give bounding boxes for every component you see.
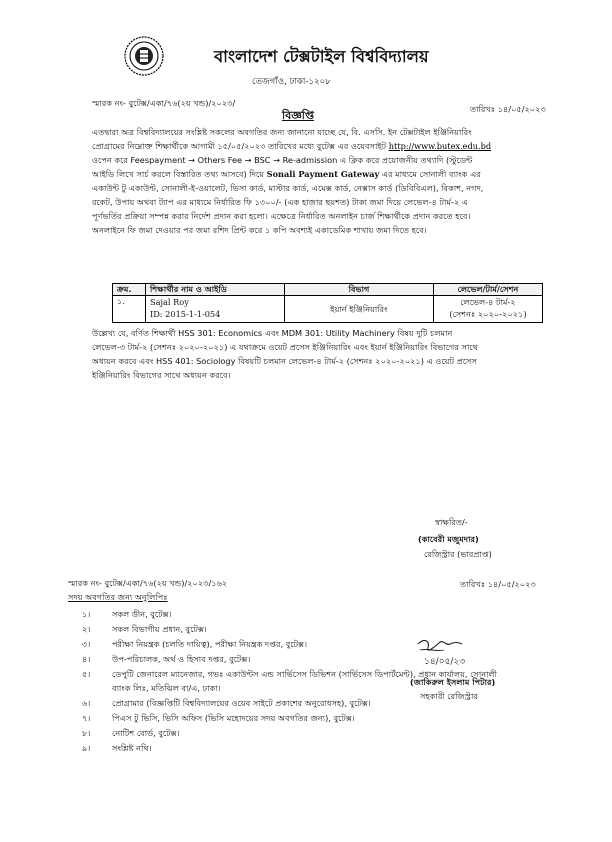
body-line: এতদ্বারা অত্র বিশ্ববিদ্যালয়ের সংশ্লিষ্ট সকলের অবগতির জন্য জানানো যাচ্ছে যে, বি. এসসি. ইন টেক্সটাইল ইঞ্জিনিয়ারিং	[92, 127, 472, 137]
registrar-name: (কাবেরী মজুমদার)	[418, 534, 479, 544]
body-text: আইডি লিখে সার্চ করলে বিস্তারিত তথ্য আসবে) দিয়ে	[92, 169, 265, 179]
distribution-reference: স্মারক নং- বুটেক্স/একা/৭৬(২য় খন্ড)/২০২৩/১৬২	[68, 578, 228, 588]
list-item-number: ৯।	[82, 743, 91, 753]
student-table	[112, 283, 543, 323]
body-line: অধ্যয়ন করবে এবং HSS 401: Sociology বিষয়টি চলমান লেভেল-৪ টার্ম-২ (সেশনঃ ২০২০-২০২১) এ ওয়েট প্রসেস	[92, 356, 477, 366]
signed-label: স্বাক্ষরিত/-	[435, 517, 468, 527]
table-row	[113, 296, 543, 323]
university-address: তেজগাঁও, ঢাকা-১২০৮	[252, 77, 331, 87]
body-line	[92, 141, 491, 154]
cell-department: ইয়ার্ন ইঞ্জিনিয়ারিং	[285, 296, 434, 323]
body-line	[92, 169, 481, 182]
website-link[interactable]: http://www.butex.edu.bd	[388, 141, 492, 151]
col-header-department: বিভাগ	[285, 284, 434, 296]
assistant-registrar-title: সহকারী রেজিস্ট্রার	[420, 691, 478, 701]
list-item-number: ১।	[82, 609, 91, 619]
body-line: অনলাইনে ফি জমা দেওয়ার পর জমা রশিদ প্রিন্ট করে ১ কপি অবশ্যই একাডেমিক শাখায় জমা দিতে হবে।	[92, 225, 427, 235]
col-header-name-id: শিক্ষার্থীর নাম ও আইডি	[146, 284, 285, 296]
list-item: সকল বিভাগীয় প্রধান, বুটেক্স।	[112, 624, 207, 634]
list-item-number: ২।	[82, 624, 91, 634]
body-line: পূর্ণভর্তির প্রক্রিয়া সম্পন্ন করার নির্দেশ প্রদান করা হলো। এক্ষেত্রে নির্ধারিত অনলাইন চার্জ শিক্ষার্থীকে প্রদান করতে হবে।	[92, 211, 471, 221]
cell-serial: ১.	[113, 296, 146, 323]
list-item-number: ৪।	[82, 654, 91, 664]
list-item: ডেপুটি জেনারেল ম্যানেজার, গভঃ একাউন্টস এন্ড সার্ভিসেস ডিভিশন (সার্ভিসেস ডিপার্টমেন্ট), প্রধান কার্যালয়, সোনালী	[112, 669, 497, 679]
registrar-title: রেজিস্ট্রার (ভারপ্রাপ্ত)	[424, 549, 492, 559]
col-header-level-term: লেভেল/টার্ম/সেশন	[434, 284, 543, 296]
handwritten-signature	[410, 636, 470, 672]
payment-gateway-name: Sonali Payment Gateway	[266, 169, 380, 179]
body-line: উল্লেখ্য যে, বর্ণিত শিক্ষার্থী HSS 301: Economics এবং MDM 301: Utility Machinery বিষয় দুটি চলমান	[92, 328, 453, 338]
memo-reference: স্মারক নং- বুটেক্স/একা/৭৬(২য় খন্ড)/২০২৩/	[92, 98, 236, 108]
student-id: ID: 2015-1-1-054	[150, 309, 221, 319]
student-name: Sajal Roy	[150, 297, 189, 307]
level-term: লেভেল-৪ টার্ম-২	[460, 297, 516, 307]
list-item-number: ৫।	[82, 669, 91, 679]
university-logo	[124, 36, 164, 76]
list-item: উপ-পরিচালক, অর্থ ও হিসাব দপ্তর, বুটেক্স।	[112, 654, 251, 664]
list-item-continued: ব্যাংক লিঃ, মতিঝিল বা/এ, ঢাকা।	[112, 683, 221, 693]
university-name: বাংলাদেশ টেক্সটাইল বিশ্ববিদ্যালয়	[214, 47, 429, 66]
copy-to-heading: সদয় অবগতির জন্য অনুলিপিঃ	[68, 592, 168, 602]
list-item-number: ৬।	[82, 698, 91, 708]
col-header-serial: ক্রম.	[113, 284, 146, 296]
list-item: পিএস টু ভিসি, ভিসি অফিস (ভিসি মহোদয়ের সদয় অবগতির জন্য), বুটেক্স।	[112, 713, 355, 723]
body-text: প্রোগ্রামের নিম্নোক্ত শিক্ষার্থীকে আগামী ১৫/০৫/২০২৩ তারিখের মধ্যে বুটেক্স এর ওয়েবসাইট	[92, 141, 387, 151]
cell-name-id	[146, 296, 285, 323]
list-item: পরীক্ষা নিয়ন্ত্রক (চলতি দায়িত্ব), পরীক্ষা নিয়ন্ত্রক দপ্তর, বুটেক্স।	[112, 639, 308, 649]
table-header-row	[113, 284, 543, 296]
list-item-number: ৩।	[82, 639, 91, 649]
body-line: লেভেল-৩ টার্ম-২ (সেশনঃ ২০২০-২০২১) এ যথাক্রমে ওয়েট প্রসেস ইঞ্জিনিয়ারিং এবং ইয়ার্ন ইঞ্জিনিয়ারিং বিভাগের সাথে	[92, 342, 478, 352]
body-line: ওপেন করে Feespayment → Others Fee → BSC → Re-admission এ ক্লিক করে প্রয়োজনীয় তথ্যাদি (স্টুডেন্ট	[92, 155, 473, 165]
body-line: রকেট, উপায় অথবা ট্যাপ এর মাধ্যমে নির্ধারিত ফি ১৩০০/- (এক হাজার ছয়শত) টাকা জমা দিয়ে লেভেল-৪ টার্ম-২ এ	[92, 197, 469, 207]
list-item-number: ৭।	[82, 713, 91, 723]
body-line: একাউন্ট টু একাউন্ট, সোনালী-ই-ওয়ালেট, ভিসা কার্ড, মাস্টার কার্ড, এমেক্স কার্ড, নেক্সাস কার্ড (ডিবিবিএল), বিকাশ, নগদ,	[92, 183, 484, 193]
body-text: এর মাধ্যমে সোনালী ব্যাংক এর	[381, 169, 481, 179]
distribution-date: তারিখঃ ১৪/০৫/২০২৩	[460, 579, 536, 589]
session: (সেশনঃ ২০২০-২০২১)	[449, 309, 527, 319]
cell-level-term	[434, 296, 543, 323]
list-item: সংশ্লিষ্ট নথি।	[112, 743, 152, 753]
list-item: প্রোগ্রামার (বিজ্ঞপ্তিটি বিশ্ববিদ্যালয়ের ওয়েব সাইটে প্রকাশের অনুরোধসহ), বুটেক্স।	[112, 698, 371, 708]
notice-title: বিজ্ঞপ্তি	[282, 109, 314, 122]
list-item: সকল ডীন, বুটেক্স।	[112, 609, 172, 619]
body-line: ইঞ্জিনিয়ারিং বিভাগের সাথে অধ্যয়ন করবে।	[92, 370, 231, 380]
list-item-number: ৮।	[82, 728, 91, 738]
assistant-registrar-name: (জাকিরুল ইসলাম পিটার)	[410, 677, 496, 687]
memo-date: তারিখঃ ১৪/০৫/২০২৩	[470, 104, 546, 114]
handwritten-date: ১৪/০৫/২৩	[424, 657, 466, 667]
list-item: নোটিশ বোর্ড, বুটেক্স।	[112, 728, 180, 738]
